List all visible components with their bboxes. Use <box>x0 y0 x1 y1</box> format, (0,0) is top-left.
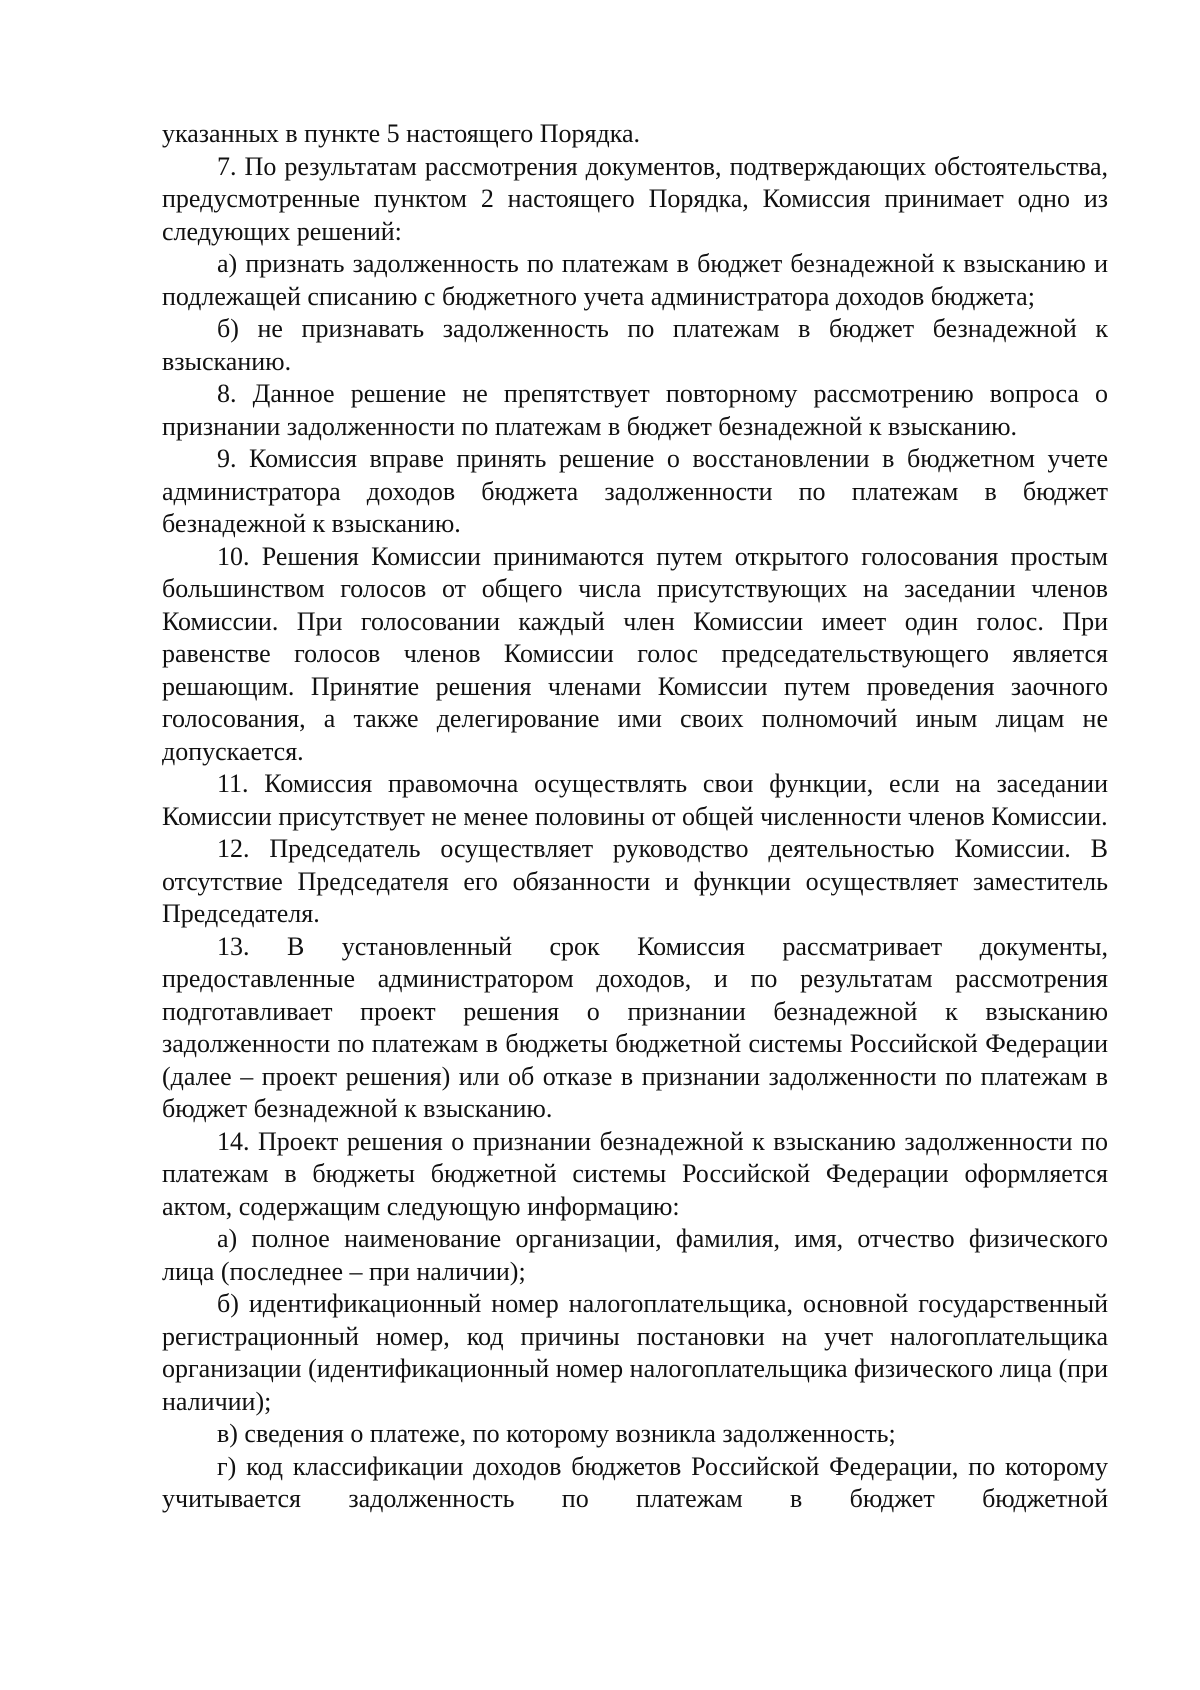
paragraph-item-14: 14. Проект решения о признании безнадежной к взысканию задолженности по платежам в бюджеты бюджетной системы Российской Федерации оформляется актом, содержащим следующую информацию: <box>162 1126 1108 1221</box>
paragraph-item-7: 7. По результатам рассмотрения документов, подтверждающих обстоятельства, предусмотренные пунктом 2 настоящего Порядка, Комиссия принимает одно из следующих решений: <box>162 151 1108 246</box>
paragraph-item-7a: а) признать задолженность по платежам в бюджет безнадежной к взысканию и подлежащей списанию с бюджетного учета администратора доходов бюджета; <box>162 249 1108 311</box>
paragraph-item-11: 11. Комиссия правомочна осуществлять свои функции, если на заседании Комиссии присутствует не менее половины от общей численности членов Комиссии. <box>162 769 1108 831</box>
paragraph-item-14b: б) идентификационный номер налогоплательщика, основной государственный регистрационный номер, код причины постановки на учет налогоплательщика организации (идентификационный номер налогоплательщика физического лица (при наличии); <box>162 1289 1108 1416</box>
paragraph-item-14v: в) сведения о платеже, по которому возникла задолженность; <box>217 1419 896 1448</box>
paragraph-continuation: указанных в пункте 5 настоящего Порядка. <box>162 119 640 148</box>
paragraph-item-7b: б) не признавать задолженность по платежам в бюджет безнадежной к взысканию. <box>162 314 1108 376</box>
paragraph-item-8: 8. Данное решение не препятствует повторному рассмотрению вопроса о признании задолженности по платежам в бюджет безнадежной к взысканию. <box>162 379 1108 441</box>
paragraph-item-10: 10. Решения Комиссии принимаются путем открытого голосования простым большинством голосов от общего числа присутствующих на заседании членов Комиссии. При голосовании каждый член Комиссии имеет один голос. При равенстве голосов членов Комиссии голос председательствующего является решающим. Принятие решения членами Комиссии путем проведения заочного голосования, а также делегирование ими своих полномочий иным лицам не допускается. <box>162 541 1108 766</box>
document-body <box>162 118 1108 1516</box>
paragraph-item-14g: г) код классификации доходов бюджетов Российской Федерации, по которому учитывается задолженность по платежам в бюджет бюджетной <box>162 1451 1108 1513</box>
paragraph-item-14a: а) полное наименование организации, фамилия, имя, отчество физического лица (последнее – при наличии); <box>162 1224 1108 1286</box>
paragraph-item-9: 9. Комиссия вправе принять решение о восстановлении в бюджетном учете администратора доходов бюджета задолженности по платежам в бюджет безнадежной к взысканию. <box>162 444 1108 538</box>
paragraph-item-12: 12. Председатель осуществляет руководство деятельностью Комиссии. В отсутствие Председателя его обязанности и функции осуществляет заместитель Председателя. <box>162 834 1108 928</box>
paragraph-item-13: 13. В установленный срок Комиссия рассматривает документы, предоставленные администратором доходов, и по результатам рассмотрения подготавливает проект решения о признании безнадежной к взысканию задолженности по платежам в бюджеты бюджетной системы Российской Федерации (далее – проект решения) или об отказе в признании задолженности по платежам в бюджет безнадежной к взысканию. <box>162 931 1108 1123</box>
